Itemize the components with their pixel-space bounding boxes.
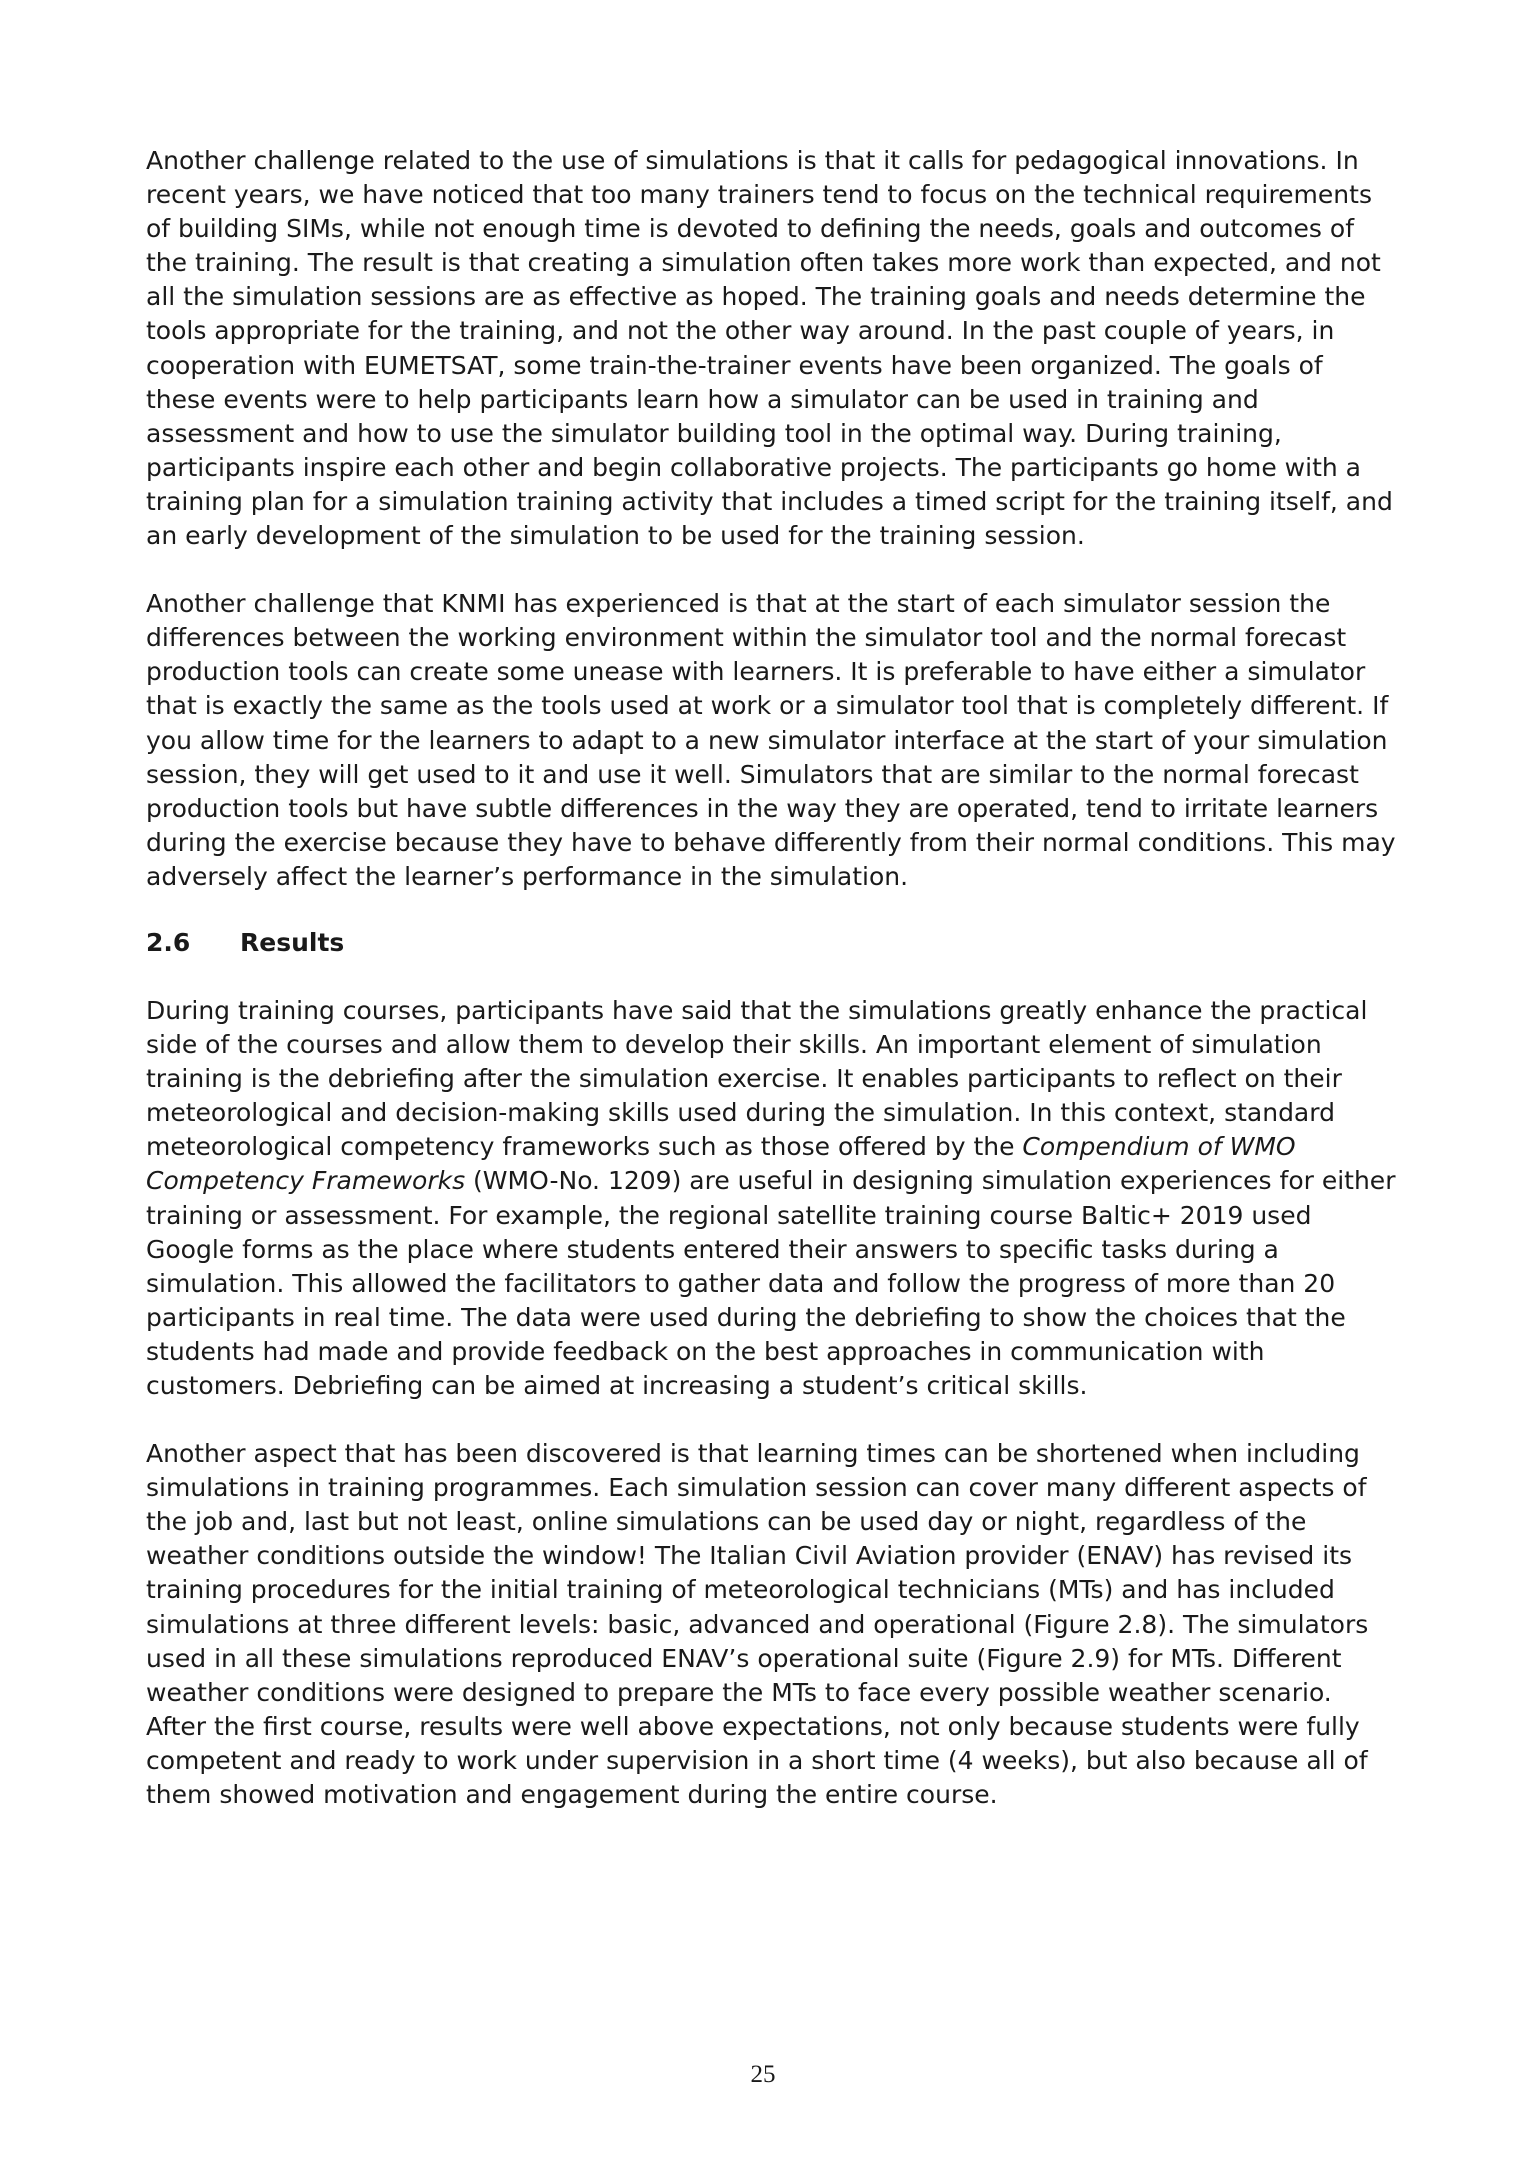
paragraph-results (146, 994, 1396, 1403)
paragraph-learning-times: Another aspect that has been discovered is that learning times can be shortened when including simulations in training programmes. Each simulation session can cover many different aspects of the job and, last but not least, online simulations can be used day or night, regardless of the weather conditions outside the window! The Italian Civil Aviation provider (ENAV) has revised its training procedures for the initial training of meteorological technicians (MTs) and has included simulations at three different levels: basic, advanced and operational (Figure 2.8). The simulators used in all these simulations reproduced ENAV’s operational suite (Figure 2.9) for MTs. Different weather conditions were designed to prepare the MTs to face every possible weather scenario. After the first course, results were well above expectations, not only because students were fully competent and ready to work under supervision in a short time (4 weeks), but also because all of them showed motivation and engagement during the entire course. (146, 1439, 1369, 1810)
publication-title: Compendium of WMO Competency Frameworks (146, 1132, 1296, 1196)
section-heading (146, 926, 1396, 960)
paragraph-knmi-challenge: Another challenge that KNMI has experienced is that at the start of each simulator session the differences between the working environment within the simulator tool and the normal forecast production tools can create some unease with learners. It is preferable to have either a simulator that is exactly the same as the tools used at work or a simulator tool that is completely different. If you allow time for the learners to adapt to a new simulator interface at the start of your simulation session, they will get used to it and use it well. Simulators that are similar to the normal forecast production tools but have subtle differences in the way they are operated, tend to irritate learners during the exercise because they have to behave differently from their normal conditions. This may adversely affect the learner’s performance in the simulation. (146, 589, 1396, 891)
document-body (146, 144, 1396, 1812)
paragraph-results-text-after: (WMO-No. 1209) are useful in designing simulation experiences for either training or assessment. For example, the regional satellite training course Baltic+ 2019 used Google forms as the place where students entered their answers to specific tasks during a simulation. This allowed the facilitators to gather data and follow the progress of more than 20 participants in real time. The data were used during the debriefing to show the choices that the students had made and provide feedback on the best approaches in communication with customers. Debriefing can be aimed at increasing a student’s critical skills. (146, 1166, 1396, 1400)
paragraph-results-text-before: During training courses, participants have said that the simulations greatly enhance the practical side of the courses and allow them to develop their skills. An important element of simulation training is the debriefing after the simulation exercise. It enables participants to reflect on their meteorological and decision-making skills used during the simulation. In this context, standard meteorological competency frameworks such as those offered by the (146, 995, 1368, 1162)
paragraph-simulation-pedagogy: Another challenge related to the use of simulations is that it calls for pedagogical innovations. In recent years, we have noticed that too many trainers tend to focus on the technical requirements of building SIMs, while not enough time is devoted to defining the needs, goals and outcomes of the training. The result is that creating a simulation often takes more work than expected, and not all the simulation sessions are as effective as hoped. The training goals and needs determine the tools appropriate for the training, and not the other way around. In the past couple of years, in cooperation with EUMETSAT, some train-the-trainer events have been organized. The goals of these events were to help participants learn how a simulator can be used in training and assessment and how to use the simulator building tool in the optimal way. During training, participants inspire each other and begin collaborative projects. The participants go home with a training plan for a simulation training activity that includes a timed script for the training itself, and an early development of the simulation to be used for the training session. (146, 146, 1393, 551)
section-title: Results (240, 927, 345, 957)
section-number: 2.6 (146, 927, 191, 957)
page-number: 25 (750, 2061, 776, 2088)
